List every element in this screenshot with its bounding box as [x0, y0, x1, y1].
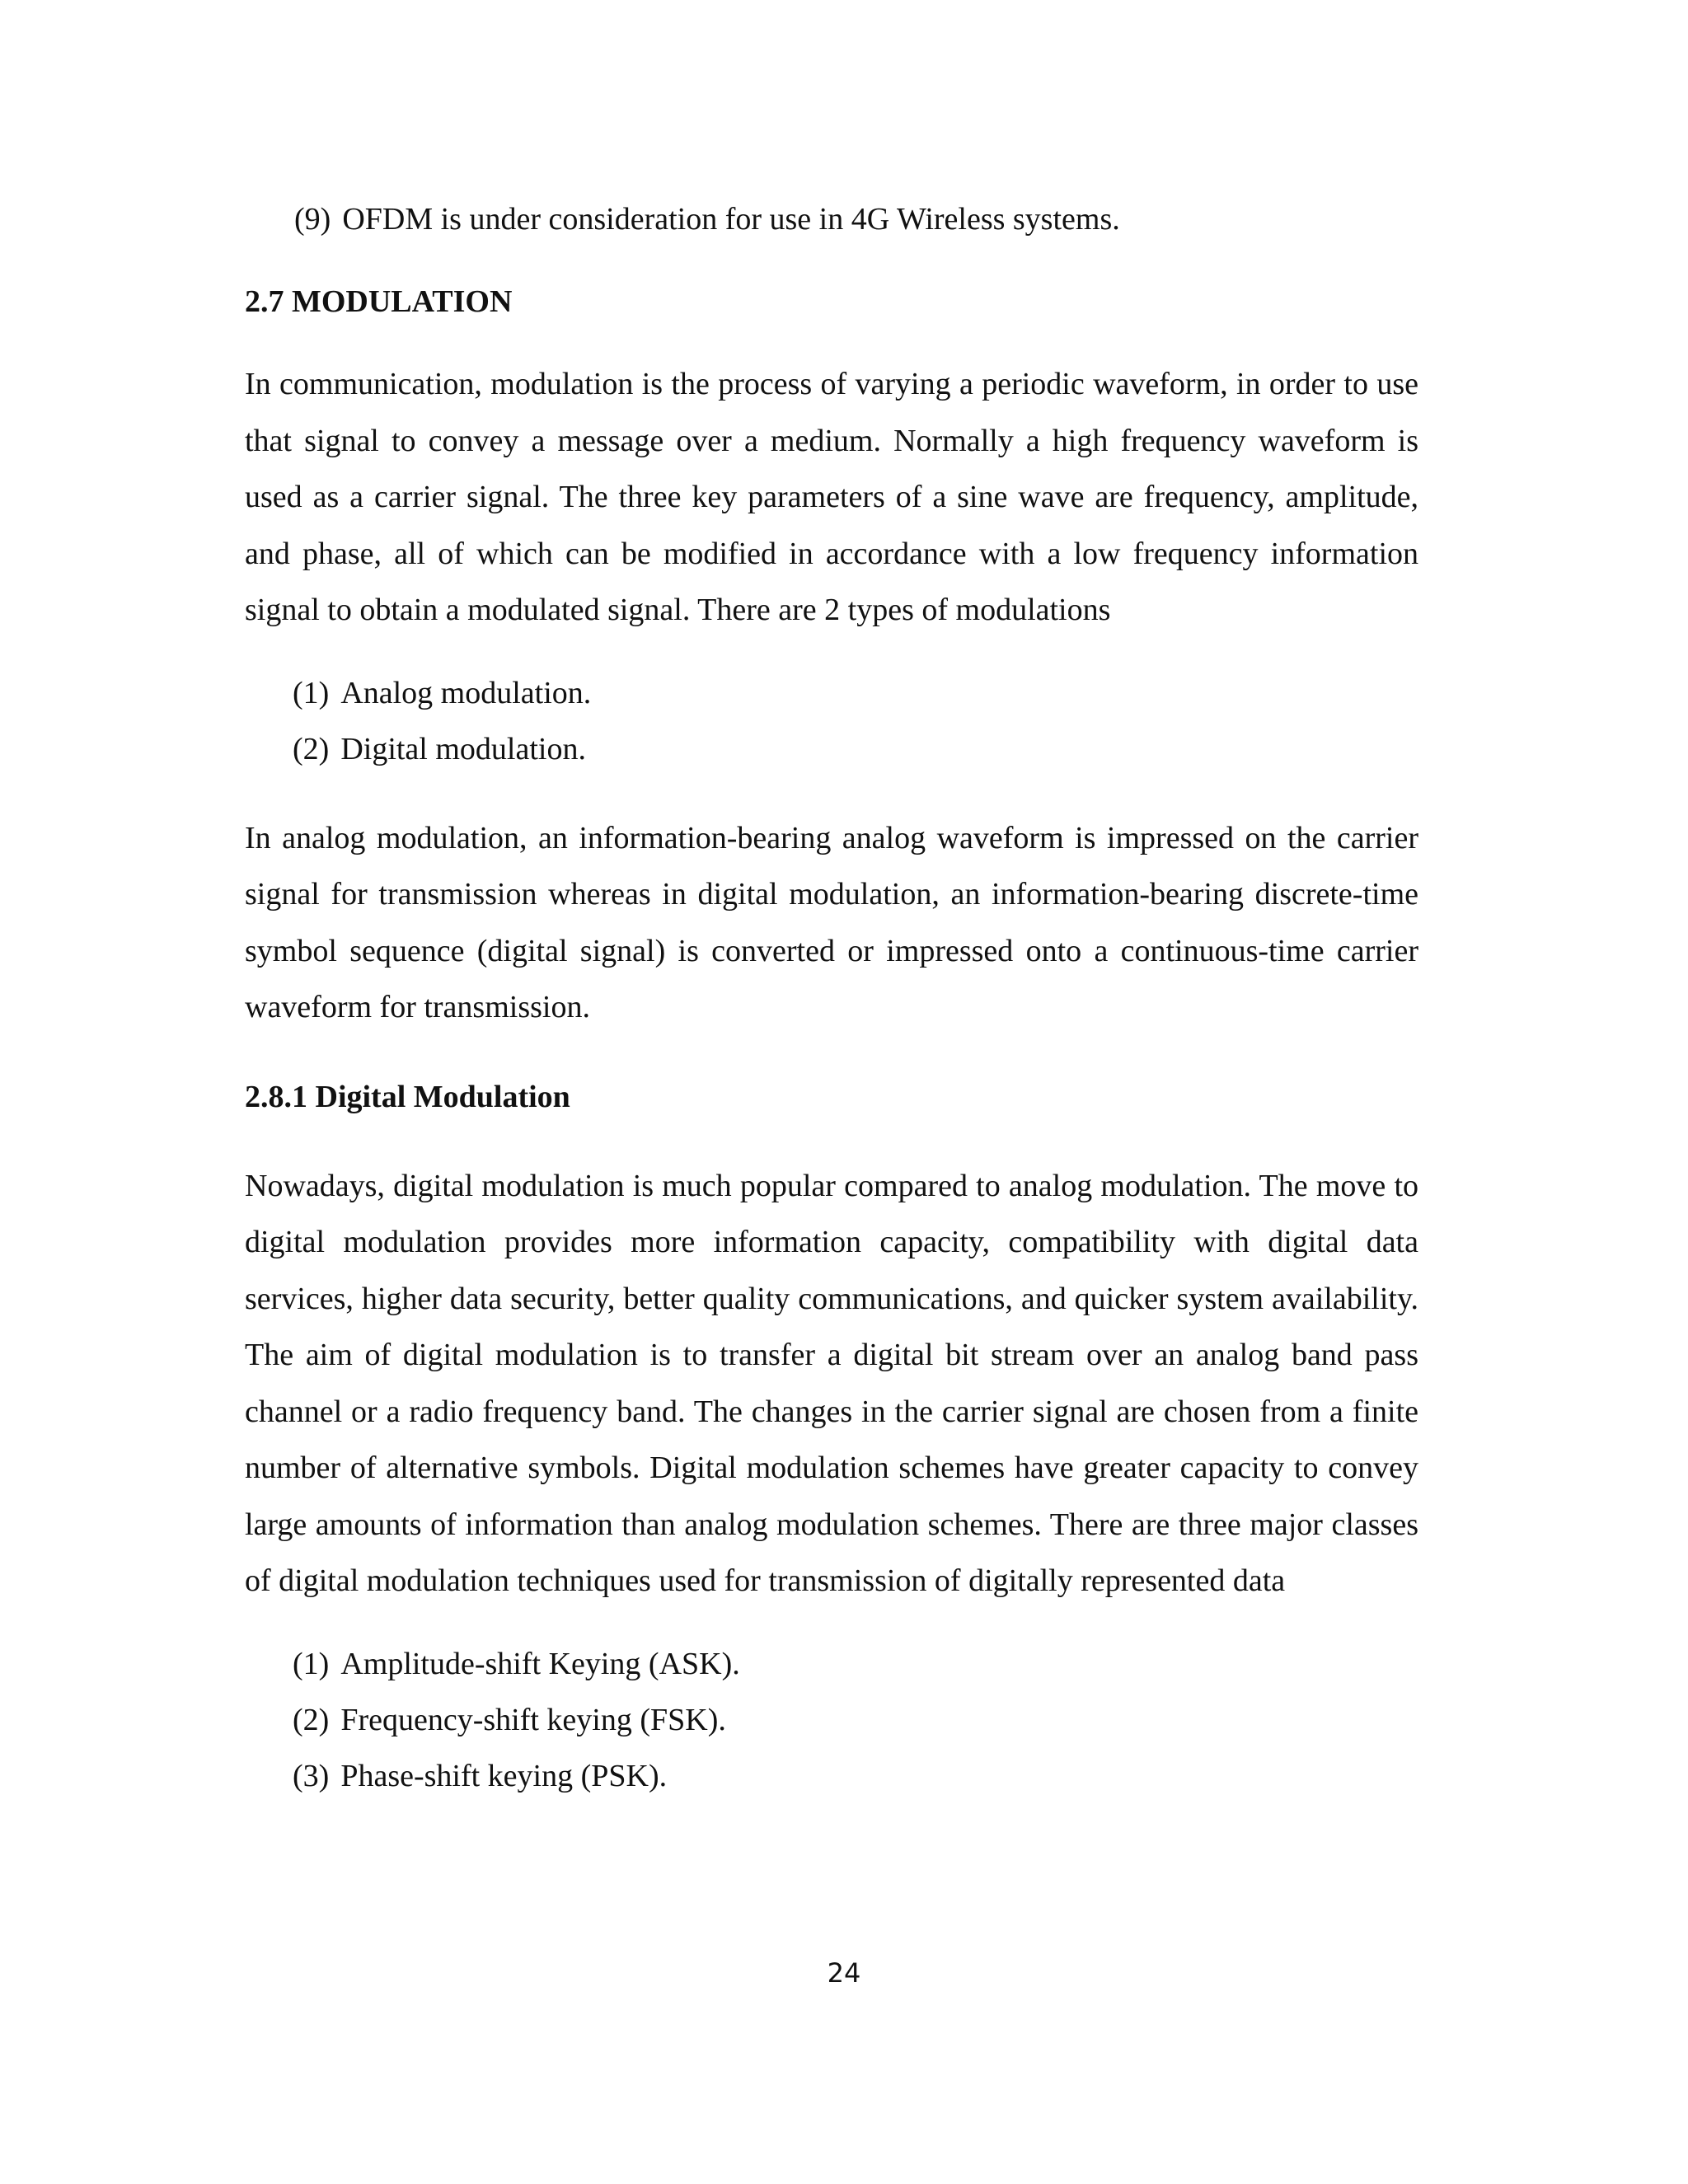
section-heading-2-7: 2.7 MODULATION — [245, 284, 513, 319]
list-item-text: Phase-shift keying (PSK). — [340, 1758, 668, 1793]
list-item-text: Frequency-shift keying (FSK). — [340, 1702, 726, 1737]
list-item-text: OFDM is under consideration for use in 4G Wireless systems. — [342, 202, 1120, 237]
page-number: 24 — [827, 1957, 861, 1989]
list-item — [245, 1692, 1418, 1748]
page-content — [245, 191, 1418, 1804]
list-item-text: Digital modulation. — [340, 731, 586, 766]
list-item — [245, 721, 1418, 777]
list-item — [245, 1748, 1418, 1804]
list-item-number: (9) — [294, 202, 331, 237]
list-item-number: (1) — [293, 1646, 330, 1681]
list-item-text: Amplitude-shift Keying (ASK). — [340, 1646, 740, 1681]
list-item-number: (2) — [293, 731, 330, 766]
modulation-paragraph: In communication, modulation is the process of varying a periodic waveform, in order to use that signal to convey a message over a medium. Normally a high frequency waveform is used as a carrier signal. The three key parameters of a sine wave are frequency, amplitude, and phase, all of which can be modified in accordance with a low frequency information signal to obtain a modulated signal. There are 2 types of modulations — [245, 367, 1418, 627]
list-item-text: Analog modulation. — [340, 675, 592, 710]
digital-modulation-classes-list — [245, 1636, 1418, 1804]
digital-modulation-paragraph: Nowadays, digital modulation is much popular compared to analog modulation. The move to digital modulation provides more information capacity, compatibility with digital data services, higher data security, better quality communications, and quicker system availability. The aim of digital modulation is to transfer a digital bit stream over an analog band pass channel or a radio frequency band. The changes in the carrier signal are chosen from a finite number of alternative symbols. Digital modulation schemes have greater capacity to convey large amounts of information than analog modulation schemes. There are three major classes of digital modulation techniques used for transmission of digitally represented data — [245, 1168, 1418, 1598]
list-item — [245, 665, 1418, 721]
list-item-number: (2) — [293, 1702, 330, 1737]
list-item — [245, 1636, 1418, 1692]
section-heading-2-8-1: 2.8.1 Digital Modulation — [245, 1079, 570, 1114]
intro-list-item — [245, 191, 1418, 247]
list-item-number: (1) — [293, 675, 330, 710]
modulation-types-list — [245, 665, 1418, 777]
list-item-number: (3) — [293, 1758, 330, 1793]
analog-digital-paragraph: In analog modulation, an information-bearing analog waveform is impressed on the carrier signal for transmission whereas in digital modulation, an information-bearing discrete-time symbol sequence (digital signal) is converted or impressed onto a continuous-time carrier waveform for transmission. — [245, 820, 1418, 1024]
